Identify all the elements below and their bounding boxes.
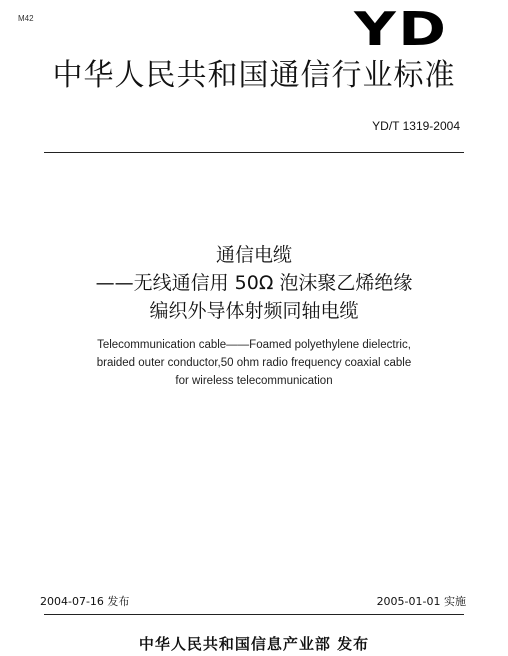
publish-date: 2004-07-16 发布 <box>40 595 130 608</box>
standard-title: 中华人民共和国通信行业标准 <box>52 58 456 93</box>
title-en-line1: Telecommunication cable——Foamed polyethylene dielectric, <box>97 339 411 351</box>
yd-logo: YD <box>353 2 448 56</box>
title-cn-line1: 通信电缆 <box>215 244 292 266</box>
bottom-divider <box>44 614 464 615</box>
title-cn-line2: ——无线通信用 50Ω 泡沫聚乙烯绝缘 <box>95 272 413 294</box>
title-en-line2: braided outer conductor,50 ohm radio frequency coaxial cable <box>96 357 412 369</box>
issuer: 中华人民共和国信息产业部 发布 <box>138 635 370 653</box>
standard-number: YD/T 1319-2004 <box>372 119 460 133</box>
ics-code: M42 <box>18 14 34 23</box>
effective-date: 2005-01-01 实施 <box>376 595 466 608</box>
top-divider <box>44 152 464 153</box>
title-en-line3: for wireless telecommunication <box>175 375 333 387</box>
title-cn-line3: 编织外导体射频同轴电缆 <box>149 300 359 322</box>
